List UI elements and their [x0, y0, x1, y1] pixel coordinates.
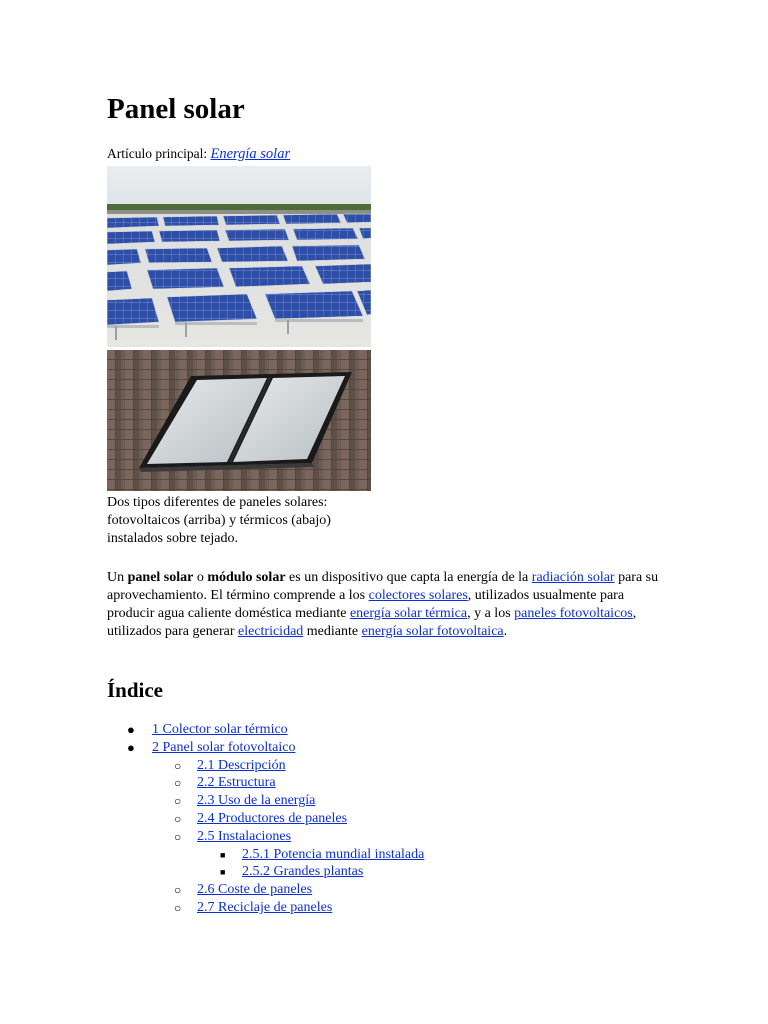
term-panel-solar: panel solar [127, 570, 194, 585]
toc-item [107, 792, 667, 810]
disc-bullet-icon: ● [127, 739, 135, 755]
link-paneles-fotovoltaicos[interactable]: paneles fotovoltaicos [514, 606, 633, 621]
circle-bullet-icon: ○ [174, 883, 182, 898]
toc-number: 1 [152, 722, 159, 737]
toc-link[interactable] [197, 882, 312, 897]
toc-link[interactable] [242, 847, 424, 862]
photovoltaic-panels-photo [107, 166, 371, 347]
toc-item [107, 846, 667, 864]
toc-item [107, 739, 667, 757]
toc-heading: Índice [107, 678, 164, 702]
toc-link[interactable] [197, 775, 276, 790]
toc-number: 2.7 [197, 899, 215, 915]
circle-bullet-icon: ○ [174, 811, 182, 826]
toc-label: Grandes plantas [270, 864, 364, 880]
toc-label: Panel solar fotovoltaico [159, 739, 296, 755]
table-of-contents [107, 721, 667, 917]
toc-item [107, 757, 667, 775]
toc-label: Instalaciones [214, 828, 292, 844]
toc-number: 2.4 [197, 810, 215, 826]
main-article-note [107, 146, 290, 162]
circle-bullet-icon: ○ [174, 776, 182, 791]
toc-link[interactable] [197, 829, 291, 844]
link-energia-solar-termica[interactable]: energía solar térmica [349, 606, 468, 621]
intro-text: o [193, 570, 208, 585]
intro-text: , y a los [467, 606, 515, 621]
toc-link[interactable] [152, 722, 288, 737]
toc-number: 2.3 [197, 793, 215, 809]
link-colectores-solares[interactable]: colectores solares [368, 588, 468, 603]
toc-label: Potencia mundial instalada [270, 846, 425, 862]
toc-link[interactable] [242, 864, 363, 879]
toc-number: 2.5.2 [242, 864, 270, 880]
intro-text: . [503, 624, 508, 639]
toc-label: Colector solar térmico [159, 722, 288, 737]
toc-label: Estructura [214, 775, 276, 791]
thermal-collectors-photo [107, 350, 371, 491]
link-electricidad[interactable]: electricidad [238, 624, 304, 639]
toc-item [107, 774, 667, 792]
toc-number: 2.6 [197, 882, 215, 898]
toc-item [107, 828, 667, 846]
toc-link[interactable] [197, 900, 332, 915]
toc-item [107, 899, 667, 917]
toc-label: Descripción [214, 757, 286, 773]
toc-link[interactable] [197, 758, 286, 773]
toc-label: Uso de la energía [214, 793, 316, 809]
intro-text: para su aprovechamiento. El término comprende a los [107, 570, 659, 603]
toc-number: 2.2 [197, 775, 215, 791]
toc-link[interactable] [197, 811, 347, 826]
circle-bullet-icon: ○ [174, 794, 182, 809]
toc-link[interactable] [197, 793, 315, 808]
intro-text: Un [107, 570, 128, 585]
toc-number: 2.5 [197, 828, 215, 844]
intro-text: mediante [303, 624, 362, 639]
term-modulo-solar: módulo solar [207, 570, 286, 585]
toc-label: Productores de paneles [214, 810, 348, 826]
toc-link[interactable] [152, 740, 295, 755]
toc-number: 2.1 [197, 757, 215, 773]
toc-number: 2.5.1 [242, 846, 270, 862]
toc-item [107, 810, 667, 828]
circle-bullet-icon: ○ [174, 758, 182, 773]
figure-caption: Dos tipos diferentes de paneles solares: fotovoltaicos (arriba) y térmicos (abajo) instalados sobre tejado. [107, 495, 331, 546]
link-energia-solar-fotovoltaica[interactable]: energía solar fotovoltaica [361, 624, 504, 639]
circle-bullet-icon: ○ [174, 900, 182, 915]
main-article-prefix: Artículo principal: [107, 146, 208, 161]
square-bullet-icon: ■ [220, 849, 226, 860]
page-title: Panel solar [107, 93, 245, 125]
toc-item [107, 881, 667, 899]
disc-bullet-icon: ● [127, 722, 135, 737]
toc-item [107, 721, 667, 739]
toc-label: Coste de paneles [214, 882, 313, 898]
intro-text: , utilizados para generar [107, 606, 637, 639]
main-article-link[interactable]: Energía solar [210, 146, 291, 162]
intro-text: , utilizados usualmente para producir agua caliente doméstica mediante [107, 588, 625, 621]
intro-paragraph [107, 569, 667, 641]
toc-label: Reciclaje de paneles [214, 899, 333, 915]
toc-number: 2 [152, 739, 159, 755]
circle-bullet-icon: ○ [174, 829, 182, 844]
intro-text: es un dispositivo que capta la energía de la [285, 570, 532, 585]
link-radiacion-solar[interactable]: radiación solar [531, 570, 615, 585]
square-bullet-icon: ■ [220, 867, 226, 878]
toc-item [107, 863, 667, 881]
